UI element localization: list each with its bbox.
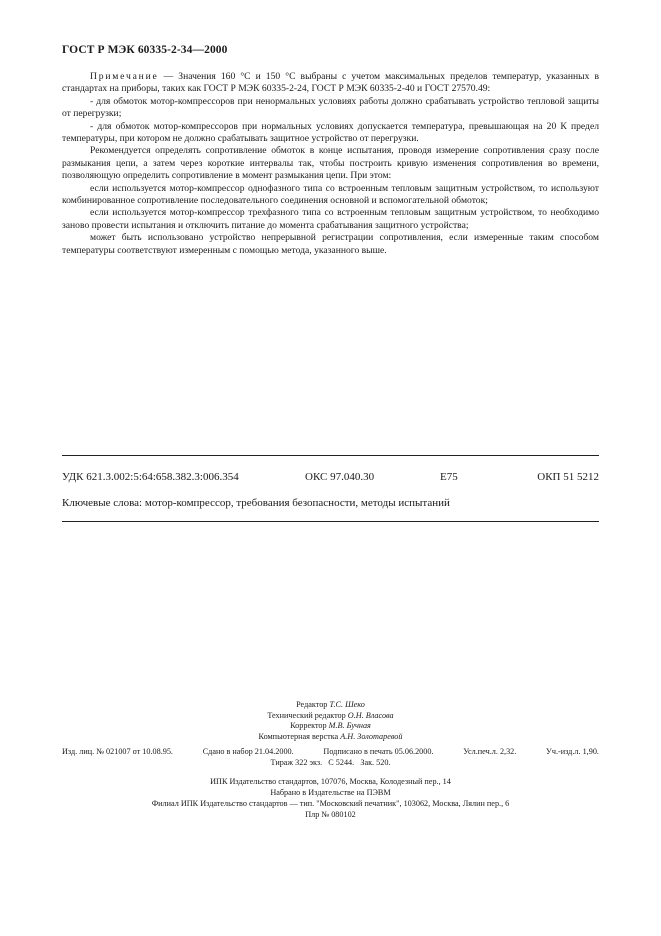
print-code: С 5244.	[328, 757, 355, 767]
layout-line: Компьютерная верстка А.Н. Золотаревой	[258, 731, 403, 741]
set-date: Сдано в набор 21.04.2000.	[202, 747, 294, 756]
layout-name: А.Н. Золотаревой	[340, 731, 403, 741]
body-paragraph: если используется мотор-компрессор трехфазного типа со встроенным тепловым защитным устройством, то необходимо заново провести испытания и отключить питание до момента срабатывания защитного устройства;	[62, 207, 599, 231]
publisher-line: Плр № 080102	[305, 810, 356, 819]
top-divider	[62, 455, 599, 456]
license: Изд. лиц. № 021007 от 10.08.95.	[62, 747, 173, 756]
body-paragraph: если используется мотор-компрессор однофазного типа со встроенным тепловым защитным устройством, то используют комбинированное сопротивление последовательного соединения основной и вспомогательной обмоток;	[62, 182, 599, 207]
corrector-line: Корректор М.В. Бучная	[290, 721, 371, 731]
body-paragraph: - для обмоток мотор-компрессоров при ненормальных условиях работы должно срабатывать устройство тепловой защиты от перегрузки;	[62, 95, 599, 120]
editor-name: Т.С. Шеко	[329, 700, 365, 709]
print-sheets: Усл.печ.л. 2,32.	[463, 747, 517, 756]
document-header: ГОСТ Р МЭК 60335-2-34—2000	[62, 44, 228, 56]
keywords: Ключевые слова: мотор-компрессор, требования безопасности, методы испытаний	[62, 497, 450, 509]
udk-code: УДК 621.3.002:5:64:658.382.3:006.354	[62, 471, 239, 483]
bottom-divider	[62, 521, 599, 522]
pub-sheets: Уч.-изд.л. 1,90.	[546, 747, 599, 756]
credits	[0, 700, 661, 742]
note-paragraph	[62, 71, 599, 96]
publisher-info	[0, 776, 661, 820]
editor-line: Редактор Т.С. Шеко	[296, 700, 365, 709]
print-date: Подписано в печать 05.06.2000.	[323, 747, 434, 756]
publisher-line: ИПК Издательство стандартов, 107076, Москва, Колодезный пер., 14	[210, 777, 451, 786]
corrector-name: М.В. Бучная	[328, 721, 371, 731]
okp-code: ОКП 51 5212	[537, 471, 599, 483]
body-text	[62, 71, 599, 257]
production-info	[62, 747, 599, 768]
note-label: Примечание	[90, 71, 159, 82]
e-code: Е75	[440, 471, 458, 483]
tech-editor-name: О.Н. Власова	[347, 710, 394, 720]
body-paragraph: Рекомендуется определять сопротивление обмоток в конце испытания, проводя измерение сопротивления сразу после размыкания цепи, а затем через короткие интервалы так, чтобы построить кривую изменения сопротивления во времени, позволяющую определить сопротивление в момент размыкания цепи. При этом:	[62, 145, 599, 182]
order-number: Зак. 520.	[360, 757, 391, 767]
print-run: Тираж 322 экз.	[270, 757, 323, 767]
publisher-line: Филиал ИПК Издательство стандартов — тип. "Московский печатник", 103062, Москва, Лялин пер., 6	[151, 799, 510, 808]
tech-editor-line: Технический редактор О.Н. Власова	[267, 710, 394, 720]
body-paragraph: может быть использовано устройство непрерывной регистрации сопротивления, если измеренные таким способом температуры соответствуют измеренным с помощью метода, указанного выше.	[62, 232, 599, 256]
body-paragraph: - для обмоток мотор-компрессоров при нормальных условиях допускается температура, превышающая на 20 К предел температуры, при котором не должно срабатывать защитное устройство от перегрузки.	[62, 120, 599, 145]
run-row	[62, 758, 599, 769]
oks-code: ОКС 97.040.30	[305, 471, 375, 483]
production-row	[62, 747, 599, 758]
publisher-line: Набрано в Издательстве на ПЭВМ	[270, 788, 391, 797]
note-text: — Значения 160 °С и 150 °С выбраны с учетом максимальных пределов температур, указанных в стандартах на приборы, таких как ГОСТ Р МЭК 60335-2-24, ГОСТ Р МЭК 60335-2-40 и ГОСТ 27570.49:	[62, 71, 599, 95]
